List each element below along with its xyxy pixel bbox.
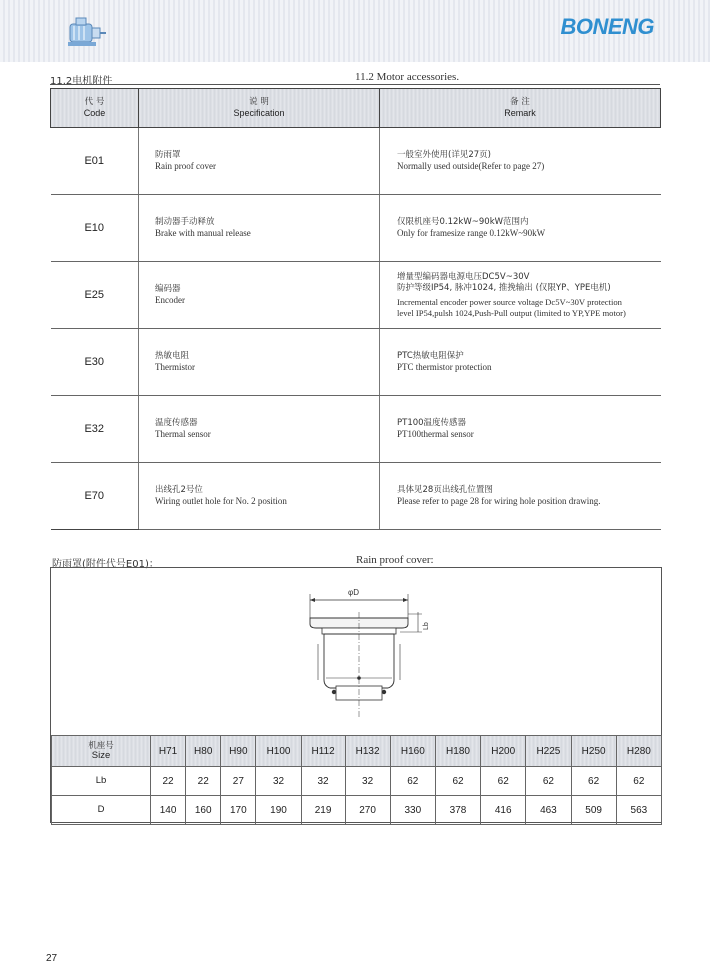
lb-cell: 62 xyxy=(481,767,526,796)
d-cell: 170 xyxy=(221,796,256,825)
lb-cell: 27 xyxy=(221,767,256,796)
size-cell: H160 xyxy=(390,736,435,767)
rain-cover-title-cn: 防雨罩(附件代号E01)： xyxy=(52,559,159,570)
d-cell: 330 xyxy=(390,796,435,825)
size-cell: H180 xyxy=(435,736,480,767)
section-title-en: 11.2 Motor accessories. xyxy=(355,71,460,83)
section-title-cn: 11.2电机附件 xyxy=(50,76,113,87)
size-cell: H132 xyxy=(345,736,390,767)
row-code: E01 xyxy=(51,128,139,195)
brand-logo: BONENG xyxy=(560,14,654,39)
row-spec: 热敏电阻 Thermistor xyxy=(139,329,380,396)
table-row xyxy=(51,128,661,195)
lb-cell: 22 xyxy=(151,767,186,796)
size-cell: H112 xyxy=(301,736,345,767)
motor-logo-icon xyxy=(66,10,108,52)
page-header xyxy=(0,0,710,62)
d-cell: 463 xyxy=(526,796,571,825)
size-cell: H100 xyxy=(256,736,301,767)
lb-cell: 62 xyxy=(616,767,661,796)
lb-cell: 62 xyxy=(435,767,480,796)
lb-cell: 62 xyxy=(526,767,571,796)
row-spec: 温度传感器 Thermal sensor xyxy=(139,396,380,463)
table-row xyxy=(52,796,662,825)
d-cell: 140 xyxy=(151,796,186,825)
d-cell: 509 xyxy=(571,796,616,825)
lb-cell: 32 xyxy=(301,767,345,796)
row-code: E30 xyxy=(51,329,139,396)
lb-cell: 22 xyxy=(186,767,221,796)
table-row xyxy=(51,329,661,396)
row-remark: PTC热敏电阻保护 PTC thermistor protection xyxy=(380,329,661,396)
size-cell: H250 xyxy=(571,736,616,767)
header-remark: 备 注 Remark xyxy=(380,89,661,128)
header-specification: 说 明 Specification xyxy=(139,89,380,128)
row-remark: 一般室外使用(详见27页) Normally used outside(Refer to page 27) xyxy=(380,128,661,195)
lb-cell: 32 xyxy=(345,767,390,796)
size-cell: H90 xyxy=(221,736,256,767)
d-cell: 378 xyxy=(435,796,480,825)
row-code: E70 xyxy=(51,463,139,530)
table-row xyxy=(51,195,661,262)
row-remark: 仅限机座号0.12kW~90kW范围内 Only for framesize range 0.12kW~90kW xyxy=(380,195,661,262)
table-row xyxy=(52,767,662,796)
d-cell: 416 xyxy=(481,796,526,825)
d-cell: 563 xyxy=(616,796,661,825)
table-row xyxy=(51,396,661,463)
row-spec: 编码器 Encoder xyxy=(139,262,380,329)
page-number: 27 xyxy=(46,953,58,964)
d-cell: 160 xyxy=(186,796,221,825)
header-code: 代 号 Code xyxy=(51,89,139,128)
section-divider xyxy=(50,84,660,85)
size-cell: H225 xyxy=(526,736,571,767)
d-cell: 190 xyxy=(256,796,301,825)
row-spec: 防雨罩 Rain proof cover xyxy=(139,128,380,195)
accessories-table xyxy=(50,88,661,530)
row-spec: 出线孔2号位 Wiring outlet hole for No. 2 position xyxy=(139,463,380,530)
size-table-header xyxy=(52,736,662,767)
row-spec: 制动器手动释放 Brake with manual release xyxy=(139,195,380,262)
size-cell: H71 xyxy=(151,736,186,767)
rain-cover-drawing xyxy=(296,582,436,722)
row-remark: PT100温度传感器 PT100thermal sensor xyxy=(380,396,661,463)
row-code: E32 xyxy=(51,396,139,463)
size-cell: H200 xyxy=(481,736,526,767)
size-header-label: 机座号 Size xyxy=(52,736,151,767)
d-cell: 219 xyxy=(301,796,345,825)
row-code: E10 xyxy=(51,195,139,262)
row-remark: 具体见28页出线孔位置图 Please refer to page 28 for wiring hole position drawing. xyxy=(380,463,661,530)
size-cell: H80 xyxy=(186,736,221,767)
rain-cover-title-en: Rain proof cover: xyxy=(356,554,434,566)
d-cell: 270 xyxy=(345,796,390,825)
dim-d-label: φD xyxy=(348,588,359,597)
lb-cell: 62 xyxy=(390,767,435,796)
row-label-d: D xyxy=(52,796,151,825)
lb-cell: 32 xyxy=(256,767,301,796)
size-cell: H280 xyxy=(616,736,661,767)
row-code: E25 xyxy=(51,262,139,329)
row-remark: 增量型编码器电源电压DC5V~30V 防护等级IP54, 脉冲1024, 推挽输出 (仅限YP、YPE电机) Incremental encoder power source voltage Dc5V~30V protection level IP54,pulsh 1024,Push-Pull output (limited to YP,YPE motor) xyxy=(380,262,661,329)
dim-lb-label: Lb xyxy=(423,622,430,630)
accessories-table-header xyxy=(51,89,661,128)
table-row xyxy=(51,262,661,329)
rain-cover-size-table xyxy=(51,735,662,825)
table-row xyxy=(51,463,661,530)
lb-cell: 62 xyxy=(571,767,616,796)
row-label-lb: Lb xyxy=(52,767,151,796)
